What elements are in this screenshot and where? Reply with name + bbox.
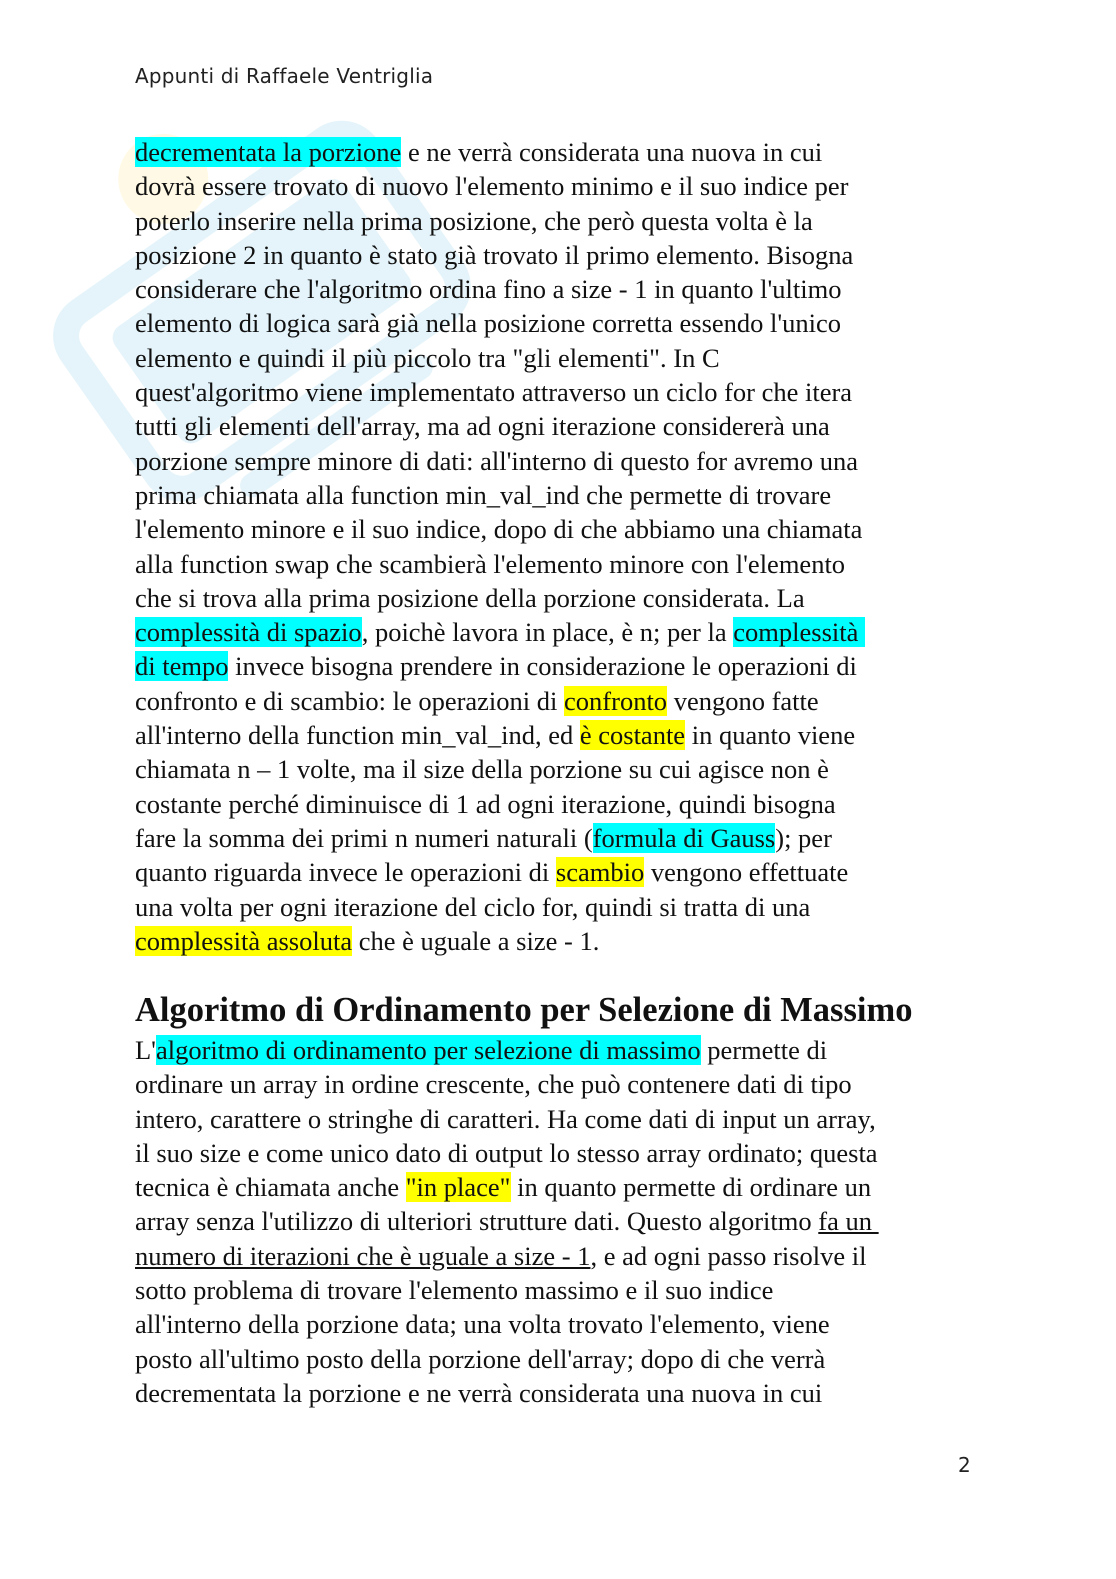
text-run: confronto e di scambio: le operazioni di: [135, 685, 565, 716]
text-run: costante perché diminuisce di 1 ad ogni iterazione, quindi bisogna: [135, 788, 836, 819]
text-line: [135, 1204, 980, 1238]
text-line: [135, 1170, 980, 1204]
text-run: in quanto permette di ordinare un: [510, 1172, 872, 1203]
text-run: elemento di logica sarà già nella posizione corretta essendo l'unico: [135, 308, 842, 339]
text-run: quanto riguarda invece le operazioni di: [135, 857, 556, 888]
text-run: fare la somma dei primi n numeri naturali (: [135, 822, 593, 853]
text-line: [135, 752, 980, 786]
text-line: [135, 615, 980, 649]
text-line: [135, 272, 980, 306]
underlined-text: fa un: [818, 1206, 879, 1237]
text-run: l'elemento minore e il suo indice, dopo di che abbiamo una chiamata: [135, 514, 863, 545]
text-run: decrementata la porzione e ne verrà considerata una nuova in cui: [135, 1377, 823, 1408]
text-run: intero, carattere o stringhe di caratteri. Ha come dati di input un array,: [135, 1103, 876, 1134]
text-line: [135, 135, 980, 169]
text-run: quest'algoritmo viene implementato attraverso un ciclo for che itera: [135, 377, 853, 408]
text-line: [135, 1136, 980, 1170]
text-line: [135, 512, 980, 546]
text-line: [135, 821, 980, 855]
text-line: [135, 649, 980, 683]
text-line: [135, 375, 980, 409]
text-run: posizione 2 in quanto è stato già trovato il primo elemento. Bisogna: [135, 239, 854, 270]
text-line: [135, 1102, 980, 1136]
text-run: una volta per ogni iterazione del ciclo for, quindi si tratta di una: [135, 891, 811, 922]
text-line: [135, 787, 980, 821]
highlight-cyan: formula di Gauss: [592, 822, 776, 853]
text-run: all'interno della porzione data; una volta trovato l'elemento, viene: [135, 1309, 830, 1340]
paragraph-selection-min-continued: [135, 135, 980, 958]
text-line: [135, 306, 980, 340]
underlined-text: numero di iterazioni che è uguale a size - 1: [135, 1240, 591, 1271]
text-run: ); per: [775, 822, 832, 853]
text-run: sotto problema di trovare l'elemento massimo e il suo indice: [135, 1275, 774, 1306]
text-run: vengono fatte: [667, 685, 819, 716]
document-header: Appunti di Raffaele Ventriglia: [135, 64, 434, 88]
text-line: [135, 444, 980, 478]
text-line: [135, 169, 980, 203]
text-run: chiamata n – 1 volte, ma il size della porzione su cui agisce non è: [135, 754, 829, 785]
text-line: [135, 478, 980, 512]
text-line: [135, 924, 980, 958]
text-line: [135, 581, 980, 615]
text-run: elemento e quindi il più piccolo tra "gli elementi". In C: [135, 342, 720, 373]
section-heading: Algoritmo di Ordinamento per Selezione di Massimo: [135, 991, 913, 1029]
text-run: ordinare un array in ordine crescente, che può contenere dati di tipo: [135, 1069, 852, 1100]
highlight-yellow: confronto: [564, 685, 668, 716]
highlight-cyan: complessità: [733, 617, 866, 648]
text-run: poterlo inserire nella prima posizione, che però questa volta è la: [135, 205, 813, 236]
text-run: vengono effettuate: [644, 857, 849, 888]
highlight-cyan: complessità di spazio: [135, 617, 362, 648]
text-run: invece bisogna prendere in considerazione le operazioni di: [228, 651, 857, 682]
text-run: array senza l'utilizzo di ulteriori strutture dati. Questo algoritmo: [135, 1206, 819, 1237]
text-run: tecnica è chiamata anche: [135, 1172, 406, 1203]
text-line: [135, 684, 980, 718]
text-run: , poichè lavora in place, è n; per la: [361, 617, 734, 648]
paragraph-selection-max: [135, 1033, 980, 1410]
text-run: il suo size e come unico dato di output lo stesso array ordinato; questa: [135, 1137, 878, 1168]
text-line: [135, 1273, 980, 1307]
text-run: , e ad ogni passo risolve il: [590, 1240, 867, 1271]
text-run: in quanto viene: [685, 720, 856, 751]
text-line: [135, 718, 980, 752]
text-line: [135, 547, 980, 581]
highlight-cyan: decrementata la porzione: [135, 137, 402, 167]
text-run: prima chiamata alla function min_val_ind che permette di trovare: [135, 479, 832, 510]
text-run: porzione sempre minore di dati: all'interno di questo for avremo una: [135, 445, 859, 476]
highlight-cyan: algoritmo di ordinamento per selezione di massimo: [155, 1035, 701, 1065]
text-run: che si trova alla prima posizione della porzione considerata. La: [135, 582, 805, 613]
text-line: [135, 1033, 980, 1067]
text-run: posto all'ultimo posto della porzione dell'array; dopo di che verrà: [135, 1343, 826, 1374]
text-line: [135, 1376, 980, 1410]
text-run: tutti gli elementi dell'array, ma ad ogni iterazione considererà una: [135, 411, 830, 442]
text-run: all'interno della function min_val_ind, ed: [135, 720, 580, 751]
text-run: considerare che l'algoritmo ordina fino a size - 1 in quanto l'ultimo: [135, 274, 842, 305]
text-run: che è uguale a size - 1.: [352, 925, 600, 956]
highlight-yellow: complessità assoluta: [135, 925, 353, 956]
text-line: [135, 409, 980, 443]
text-line: [135, 341, 980, 375]
highlight-yellow: è costante: [579, 720, 686, 751]
text-line: [135, 1067, 980, 1101]
text-line: [135, 204, 980, 238]
text-line: [135, 890, 980, 924]
text-run: e ne verrà considerata una nuova in cui: [401, 137, 823, 167]
text-line: [135, 1307, 980, 1341]
text-line: [135, 855, 980, 889]
page-number: 2: [958, 1453, 971, 1477]
text-run: dovrà essere trovato di nuovo l'elemento minimo e il suo indice per: [135, 171, 849, 202]
text-run: permette di: [700, 1035, 828, 1065]
text-line: [135, 1239, 980, 1273]
highlight-yellow: "in place": [405, 1172, 511, 1203]
highlight-yellow: scambio: [555, 857, 645, 888]
text-line: [135, 238, 980, 272]
highlight-cyan: di tempo: [135, 651, 229, 682]
text-run: L': [135, 1035, 156, 1065]
text-line: [135, 1342, 980, 1376]
text-run: alla function swap che scambierà l'elemento minore con l'elemento: [135, 548, 846, 579]
